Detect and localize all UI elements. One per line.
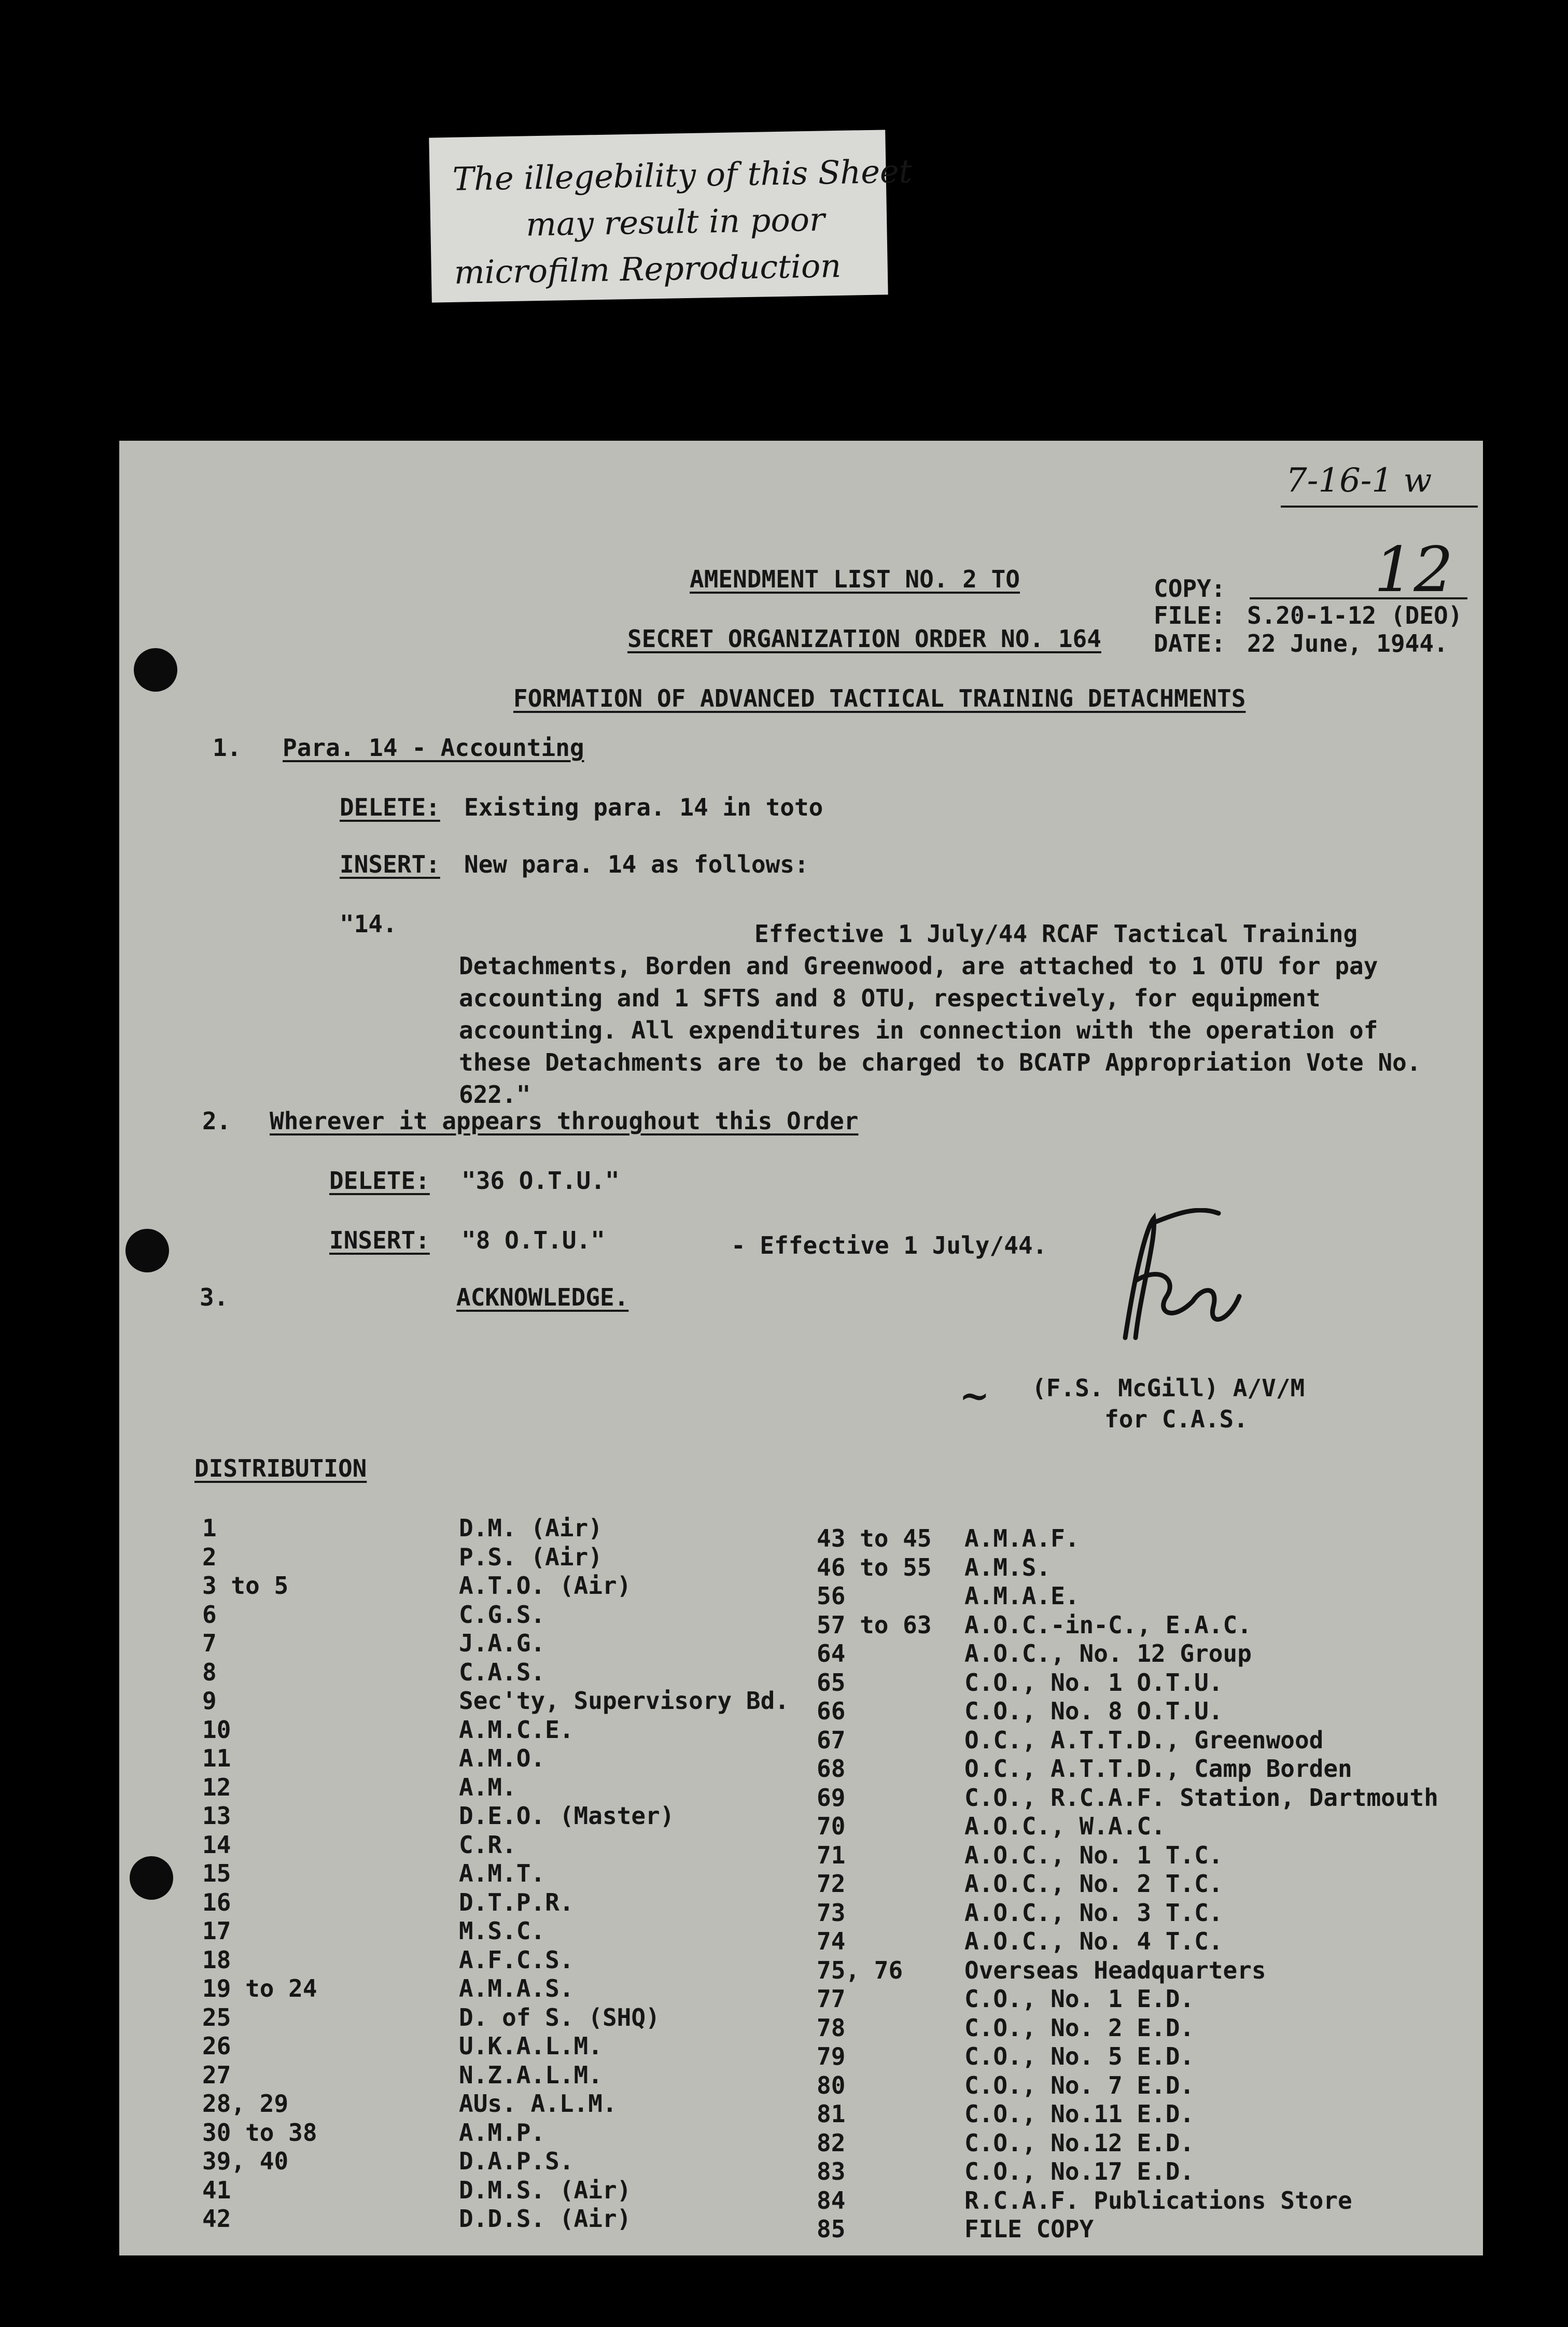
- distribution-recipient: C.G.S.: [459, 1600, 545, 1629]
- distribution-recipient: FILE COPY: [964, 2215, 1094, 2243]
- distribution-copy-number: 15: [202, 1859, 231, 1887]
- quote-number: "14.: [340, 910, 397, 938]
- distribution-recipient: D.M. (Air): [459, 1514, 603, 1542]
- document-title: FORMATION OF ADVANCED TACTICAL TRAINING DETACHMENTS: [513, 684, 1246, 712]
- distribution-recipient: O.C., A.T.T.D., Camp Borden: [964, 1755, 1352, 1783]
- distribution-copy-number: 41: [202, 2176, 231, 2204]
- distribution-recipient: N.Z.A.L.M.: [459, 2060, 603, 2089]
- punch-hole: [125, 1229, 169, 1272]
- item-heading: Para. 14 - Accounting: [283, 734, 584, 762]
- distribution-copy-number: 57 to 63: [817, 1610, 932, 1639]
- delete-label: DELETE:: [340, 793, 440, 821]
- distribution-recipient: O.C., A.T.T.D., Greenwood: [964, 1726, 1324, 1754]
- distribution-recipient: C.O., No.17 E.D.: [964, 2157, 1195, 2185]
- distribution-copy-number: 43 to 45: [817, 1524, 932, 1552]
- distribution-copy-number: 11: [202, 1744, 231, 1772]
- distribution-recipient: M.S.C.: [459, 1917, 545, 1945]
- distribution-copy-number: 70: [817, 1812, 846, 1840]
- handwritten-note: [429, 130, 913, 302]
- distribution-copy-number: 74: [817, 1927, 846, 1955]
- distribution-recipient: C.O., No. 1 O.T.U.: [964, 1668, 1223, 1697]
- distribution-recipient: D.E.O. (Master): [459, 1802, 675, 1830]
- distribution-copy-number: 78: [817, 2013, 846, 2042]
- distribution-recipient: A.M.O.: [459, 1744, 545, 1772]
- handwritten-signature: [1104, 1208, 1291, 1364]
- signatory-name: (F.S. McGill) A/V/M: [1032, 1374, 1305, 1402]
- heading-amendment-list: AMENDMENT LIST NO. 2 TO: [690, 565, 1020, 593]
- distribution-copy-number: 12: [202, 1773, 231, 1801]
- distribution-copy-number: 81: [817, 2100, 846, 2128]
- insert-text: "8 O.T.U.": [461, 1226, 605, 1254]
- distribution-copy-number: 85: [817, 2215, 846, 2243]
- distribution-recipient: Overseas Headquarters: [964, 1956, 1266, 1984]
- heading-order: SECRET ORGANIZATION ORDER NO. 164: [627, 625, 1101, 653]
- distribution-recipient: A.O.C.-in-C., E.A.C.: [964, 1610, 1252, 1639]
- distribution-copy-number: 18: [202, 1945, 231, 1974]
- acknowledge-text: ACKNOWLEDGE.: [456, 1283, 629, 1311]
- distribution-copy-number: 28, 29: [202, 2090, 289, 2118]
- distribution-copy-number: 27: [202, 2060, 231, 2089]
- distribution-copy-number: 26: [202, 2032, 231, 2060]
- distribution-copy-number: 68: [817, 1755, 846, 1783]
- item-heading: Wherever it appears throughout this Order: [270, 1107, 859, 1135]
- item-number: 1.: [213, 734, 242, 762]
- distribution-recipient: P.S. (Air): [459, 1543, 603, 1571]
- distribution-recipient: A.M.A.E.: [964, 1582, 1080, 1610]
- distribution-recipient: A.M.A.F.: [964, 1524, 1080, 1552]
- distribution-recipient: C.O., No. 1 E.D.: [964, 1985, 1195, 2013]
- distribution-copy-number: 56: [817, 1582, 846, 1610]
- distribution-recipient: C.R.: [459, 1830, 516, 1859]
- distribution-recipient: D.D.S. (Air): [459, 2205, 632, 2233]
- distribution-recipient: D.M.S. (Air): [459, 2176, 632, 2204]
- distribution-copy-number: 6: [202, 1600, 217, 1629]
- distribution-copy-number: 79: [817, 2042, 846, 2070]
- distribution-copy-number: 64: [817, 1639, 846, 1667]
- distribution-recipient: U.K.A.L.M.: [459, 2032, 603, 2060]
- date-value: 22 June, 1944.: [1247, 629, 1448, 657]
- file-number: S.20-1-12 (DEO): [1247, 601, 1463, 629]
- distribution-recipient: C.O., R.C.A.F. Station, Dartmouth: [964, 1783, 1438, 1812]
- distribution-recipient: Sec'ty, Supervisory Bd.: [459, 1687, 789, 1715]
- distribution-copy-number: 1: [202, 1514, 217, 1542]
- distribution-recipient: A.F.C.S.: [459, 1945, 574, 1974]
- distribution-recipient: A.M.: [459, 1773, 516, 1801]
- distribution-recipient: C.O., No.12 E.D.: [964, 2128, 1195, 2157]
- distribution-recipient: A.O.C., W.A.C.: [964, 1812, 1166, 1840]
- distribution-copy-number: 19 to 24: [202, 1974, 317, 2002]
- item-number: 3.: [200, 1283, 229, 1311]
- insert-text: New para. 14 as follows:: [464, 850, 809, 878]
- distribution-copy-number: 25: [202, 2003, 231, 2031]
- distribution-copy-number: 2: [202, 1543, 217, 1571]
- distribution-recipient: D.A.P.S.: [459, 2147, 574, 2175]
- distribution-recipient: A.O.C., No. 12 Group: [964, 1639, 1252, 1667]
- delete-text: Existing para. 14 in toto: [464, 793, 823, 821]
- distribution-copy-number: 9: [202, 1687, 217, 1715]
- distribution-copy-number: 66: [817, 1697, 846, 1725]
- distribution-recipient: J.A.G.: [459, 1629, 545, 1657]
- distribution-recipient: C.O., No.11 E.D.: [964, 2100, 1195, 2128]
- distribution-copy-number: 16: [202, 1888, 231, 1916]
- distribution-recipient: C.A.S.: [459, 1658, 545, 1686]
- distribution-recipient: A.O.C., No. 4 T.C.: [964, 1927, 1223, 1955]
- insert-label: INSERT:: [340, 850, 440, 878]
- distribution-recipient: A.O.C., No. 3 T.C.: [964, 1898, 1223, 1927]
- date-label: DATE:: [1154, 629, 1226, 657]
- file-mark: 7-16-1 w: [1286, 461, 1432, 500]
- distribution-copy-number: 75, 76: [817, 1956, 903, 1984]
- file-label: FILE:: [1154, 601, 1226, 629]
- distribution-recipient: R.C.A.F. Publications Store: [964, 2186, 1352, 2214]
- note-line: may result in poor: [525, 200, 825, 244]
- distribution-recipient: C.O., No. 8 O.T.U.: [964, 1697, 1223, 1725]
- distribution-copy-number: 7: [202, 1629, 217, 1657]
- distribution-copy-number: 84: [817, 2186, 846, 2214]
- distribution-copy-number: 10: [202, 1715, 231, 1744]
- distribution-recipient: A.M.T.: [459, 1859, 545, 1887]
- distribution-copy-number: 3 to 5: [202, 1572, 289, 1600]
- paragraph-14-text: Effective 1 July/44 RCAF Tactical Training Detachments, Borden and Greenwood, are attached to 1 OTU for pay accounting and 1 SFTS and 8 OTU, respectively, for equipment accounting. All expenditures in connection with the operation of these Detachments are to be charged to BCATP Appropriation Vote No. 622.": [459, 920, 1421, 1109]
- distribution-copy-number: 30 to 38: [202, 2118, 317, 2147]
- distribution-copy-number: 46 to 55: [817, 1553, 932, 1581]
- effective-note: - Effective 1 July/44.: [731, 1231, 1047, 1259]
- delete-text: "36 O.T.U.": [461, 1167, 620, 1195]
- item-number: 2.: [202, 1107, 231, 1135]
- distribution-recipient: A.T.O. (Air): [459, 1572, 632, 1600]
- distribution-recipient: A.M.P.: [459, 2118, 545, 2147]
- note-line: The illegebility of this Sheet: [452, 152, 913, 198]
- copy-label: COPY:: [1154, 574, 1226, 602]
- distribution-copy-number: 77: [817, 1985, 846, 2013]
- distribution-copy-number: 17: [202, 1917, 231, 1945]
- distribution-copy-number: 72: [817, 1870, 846, 1898]
- distribution-recipient: A.M.S.: [964, 1553, 1051, 1581]
- distribution-copy-number: 71: [817, 1841, 846, 1869]
- distribution-copy-number: 39, 40: [202, 2147, 289, 2175]
- file-mark-underline: [1281, 506, 1478, 508]
- delete-label: DELETE:: [329, 1167, 430, 1195]
- distribution-recipient: C.O., No. 5 E.D.: [964, 2042, 1195, 2070]
- distribution-recipient: D.T.P.R.: [459, 1888, 574, 1916]
- distribution-copy-number: 8: [202, 1658, 217, 1686]
- distribution-copy-number: 82: [817, 2128, 846, 2157]
- distribution-copy-number: 14: [202, 1830, 231, 1859]
- signatory-role: for C.A.S.: [1104, 1405, 1248, 1433]
- initials-mark: ~: [959, 1374, 990, 1417]
- distribution-recipient: AUs. A.L.M.: [459, 2090, 617, 2118]
- punch-hole: [130, 1856, 173, 1900]
- distribution-copy-number: 13: [202, 1802, 231, 1830]
- distribution-recipient: C.O., No. 2 E.D.: [964, 2013, 1195, 2042]
- distribution-recipient: A.O.C., No. 1 T.C.: [964, 1841, 1223, 1869]
- distribution-copy-number: 73: [817, 1898, 846, 1927]
- distribution-copy-number: 69: [817, 1783, 846, 1812]
- distribution-recipient: A.O.C., No. 2 T.C.: [964, 1870, 1223, 1898]
- note-line: microfilm Reproduction: [454, 246, 842, 291]
- insert-label: INSERT:: [329, 1226, 430, 1254]
- distribution-copy-number: 83: [817, 2157, 846, 2185]
- distribution-copy-number: 42: [202, 2205, 231, 2233]
- copy-number: 12: [1374, 534, 1453, 606]
- distribution-recipient: C.O., No. 7 E.D.: [964, 2071, 1195, 2099]
- document-page: [119, 441, 1483, 2255]
- distribution-recipient: A.M.A.S.: [459, 1974, 574, 2002]
- distribution-heading: DISTRIBUTION: [194, 1454, 367, 1482]
- distribution-recipient: A.M.C.E.: [459, 1715, 574, 1744]
- distribution-copy-number: 65: [817, 1668, 846, 1697]
- distribution-copy-number: 67: [817, 1726, 846, 1754]
- distribution-copy-number: 80: [817, 2071, 846, 2099]
- punch-hole: [134, 648, 177, 692]
- distribution-recipient: D. of S. (SHQ): [459, 2003, 660, 2031]
